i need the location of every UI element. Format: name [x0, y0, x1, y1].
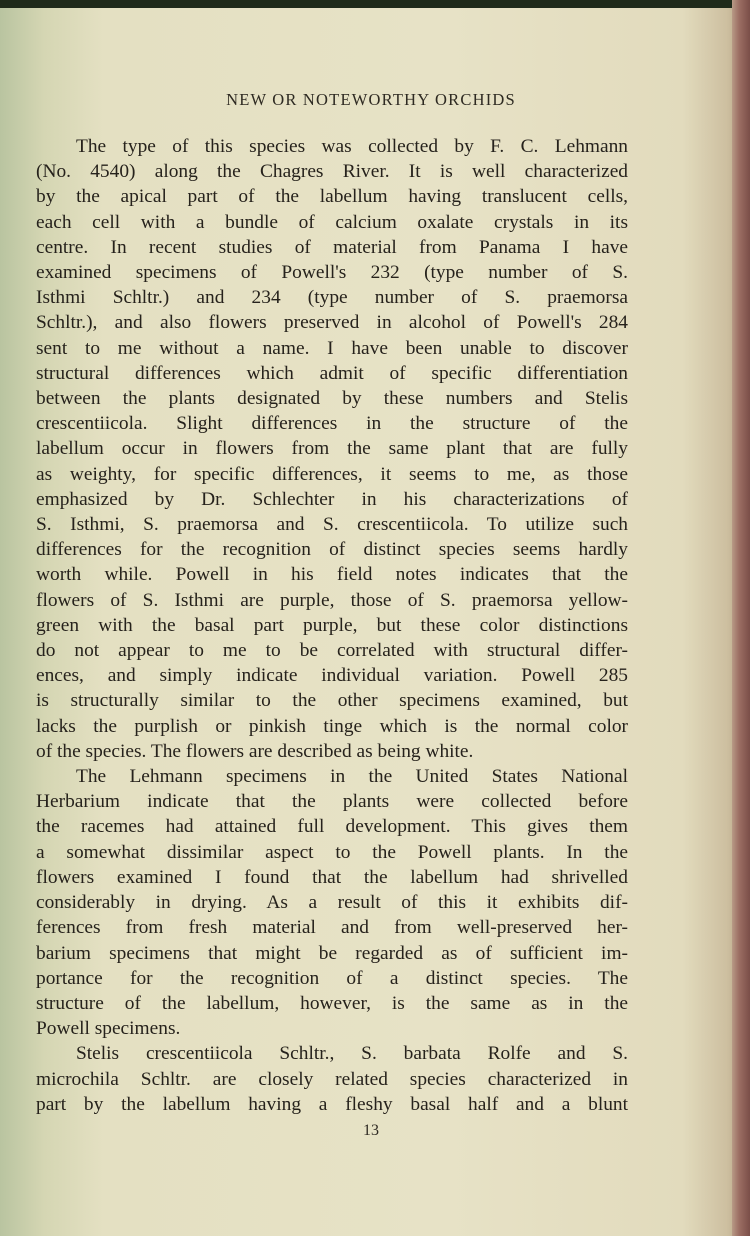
text-line: between the plants designated by these numbers and Stelis	[36, 388, 628, 410]
text-line: differences for the recognition of distinct species seems hardly	[36, 539, 628, 561]
book-page	[0, 8, 742, 1236]
text-line: the racemes had attained full development. This gives them	[36, 816, 628, 838]
text-line: structural differences which admit of specific differentiation	[36, 362, 628, 384]
text-line: green with the basal part purple, but these color distinctions	[36, 614, 628, 636]
text-line: Stelis crescentiicola Schltr., S. barbata Rolfe and S.	[76, 1043, 628, 1065]
text-line: sent to me without a name. I have been unable to discover	[36, 337, 628, 359]
text-line: Herbarium indicate that the plants were collected before	[36, 791, 628, 813]
text-line: lacks the purplish or pinkish tinge which is the normal color	[36, 715, 628, 737]
text-line: ferences from fresh material and from well-preserved her-	[36, 917, 628, 939]
page-edge	[732, 0, 750, 1236]
text-line: crescentiicola. Slight differences in the structure of the	[36, 413, 628, 435]
running-head: NEW OR NOTEWORTHY ORCHIDS	[226, 90, 516, 109]
text-line: emphasized by Dr. Schlechter in his characterizations of	[36, 488, 628, 510]
text-line: a somewhat dissimilar aspect to the Powell plants. In the	[36, 841, 628, 863]
body-text	[36, 134, 628, 1117]
text-line: Isthmi Schltr.) and 234 (type number of S. praemorsa	[36, 287, 628, 309]
text-line: (No. 4540) along the Chagres River. It is well characterized	[36, 161, 628, 183]
text-line: each cell with a bundle of calcium oxalate crystals in its	[36, 211, 628, 233]
text-line: as weighty, for specific differences, it seems to me, as those	[36, 463, 628, 485]
text-line: Powell specimens.	[36, 1018, 181, 1040]
text-line: portance for the recognition of a distinct species. The	[36, 967, 628, 989]
text-line: The Lehmann specimens in the United States National	[76, 766, 628, 788]
page-number: 13	[363, 1122, 379, 1139]
text-line: do not appear to me to be correlated with structural differ-	[36, 640, 628, 662]
text-line: S. Isthmi, S. praemorsa and S. crescentiicola. To utilize such	[36, 514, 628, 536]
text-line: worth while. Powell in his field notes indicates that the	[36, 564, 628, 586]
text-line: considerably in drying. As a result of this it exhibits dif-	[36, 892, 628, 914]
text-line: labellum occur in flowers from the same plant that are fully	[36, 438, 628, 460]
text-line: ences, and simply indicate individual variation. Powell 285	[36, 665, 628, 687]
text-line: microchila Schltr. are closely related species characterized in	[36, 1068, 628, 1090]
text-line: structure of the labellum, however, is the same as in the	[36, 992, 628, 1014]
text-line: part by the labellum having a fleshy basal half and a blunt	[36, 1093, 628, 1115]
text-line: flowers of S. Isthmi are purple, those of S. praemorsa yellow-	[36, 589, 628, 611]
text-line: centre. In recent studies of material from Panama I have	[36, 236, 628, 258]
text-line: barium specimens that might be regarded as of sufficient im-	[36, 942, 628, 964]
text-line: flowers examined I found that the labellum had shrivelled	[36, 866, 628, 888]
text-line: is structurally similar to the other specimens examined, but	[36, 690, 628, 712]
text-line: by the apical part of the labellum having translucent cells,	[36, 186, 628, 208]
text-line: The type of this species was collected by F. C. Lehmann	[76, 136, 628, 157]
text-line: examined specimens of Powell's 232 (type number of S.	[36, 262, 628, 284]
text-line: of the species. The flowers are described as being white.	[36, 740, 474, 762]
text-line: Schltr.), and also flowers preserved in alcohol of Powell's 284	[36, 312, 628, 334]
